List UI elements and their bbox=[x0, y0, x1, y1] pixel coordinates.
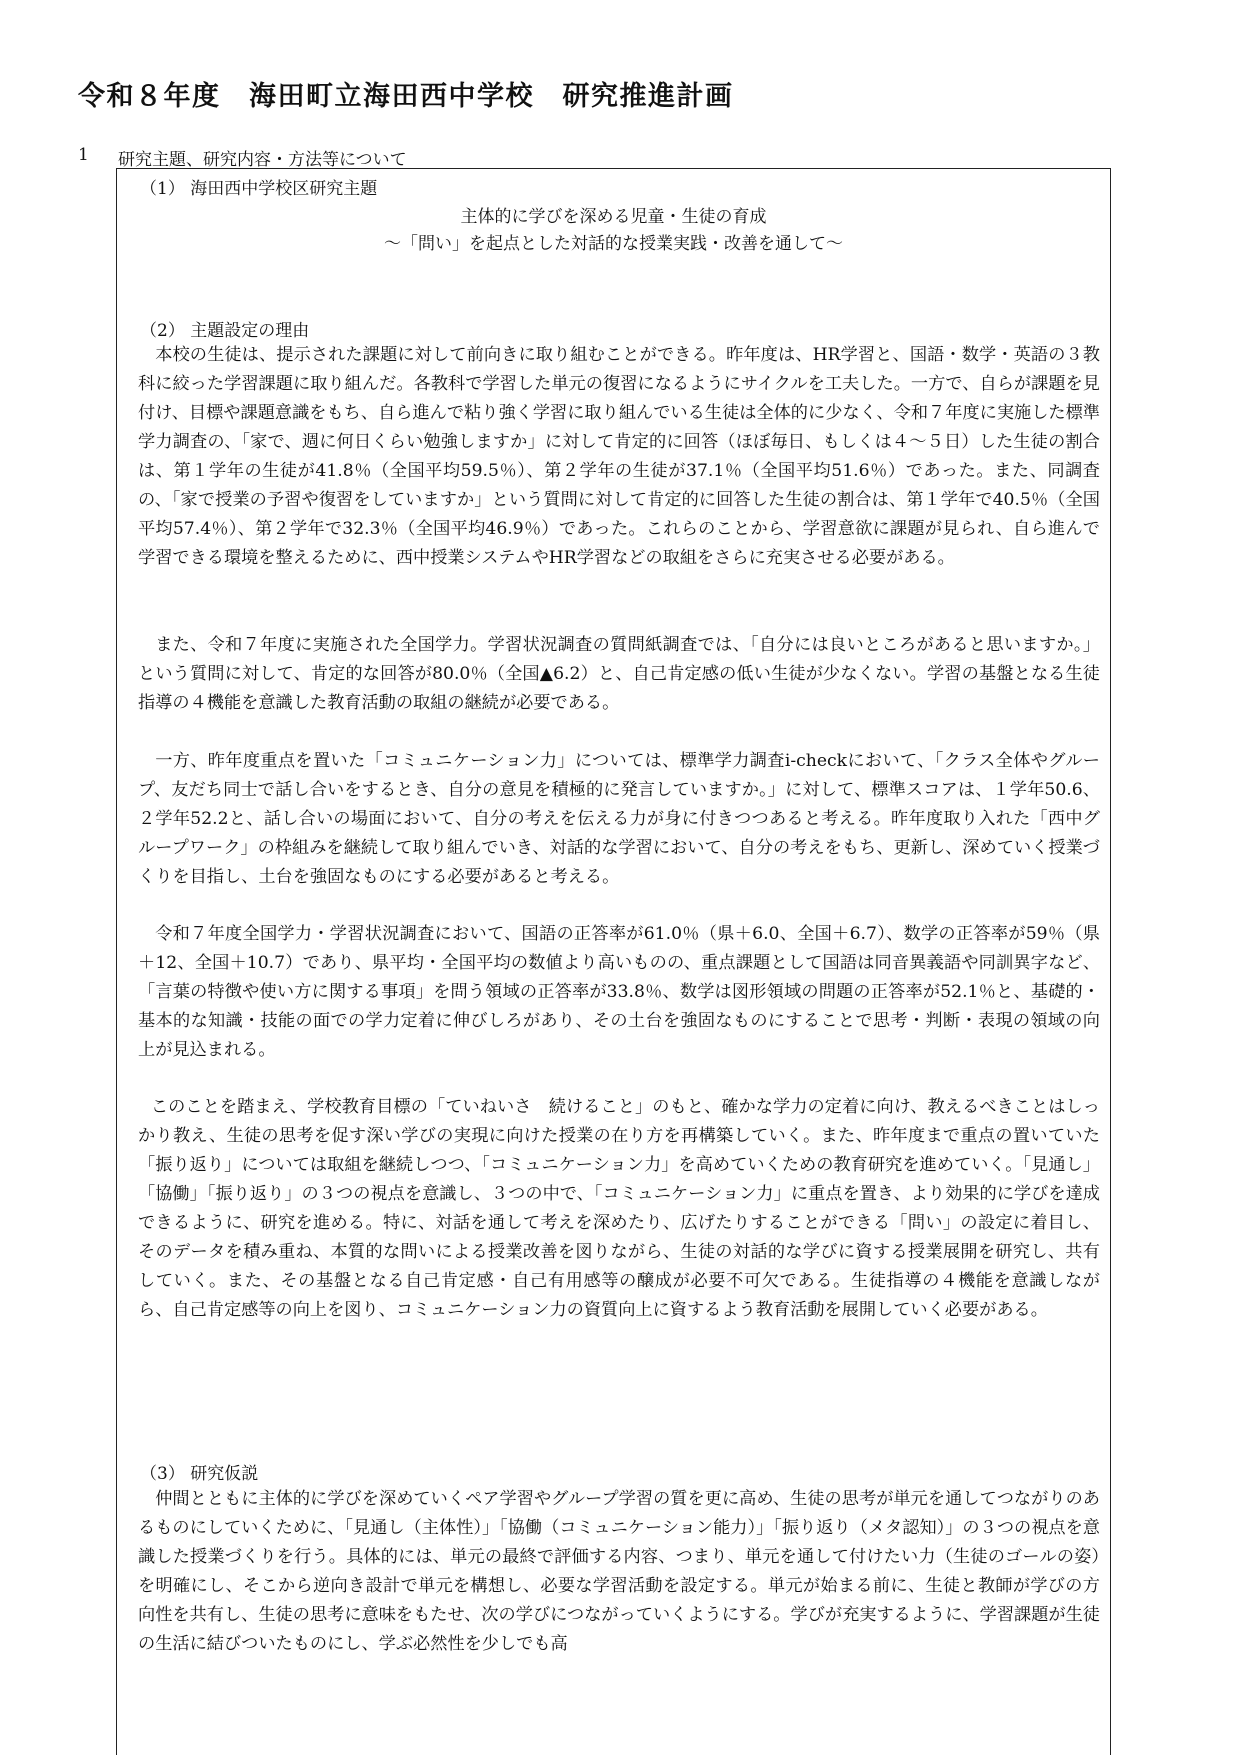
subsection-1-heading: （1） 海田西中学校区研究主題 bbox=[140, 179, 378, 199]
reason-paragraph-1: 本校の生徒は、提示された課題に対して前向きに取り組むことができる。昨年度は、HR学習と、国語・数学・英語の３教科に絞った学習課題に取り組んだ。各教科で学習した単元の復習になるようにサイクルを工夫した。一方で、自らが課題を見付け、目標や課題意識をもち、自ら進んで粘り強く学習に取り組んでいる生徒は全体的に少なく、令和７年度に実施した標準学力調査の、「家で、週に何日くらい勉強しますか」に対して肯定的に回答（ほぼ毎日、もしくは４～５日）した生徒の割合は、第１学年の生徒が41.8％（全国平均59.5％）、第２学年の生徒が37.1％（全国平均51.6％）であった。また、同調査の、「家で授業の予習や復習をしていますか」という質問に対して肯定的に回答した生徒の割合は、第１学年で40.5％（全国平均57.4％）、第２学年で32.3％（全国平均46.9％）であった。これらのことから、学習意欲に課題が見られ、自ら進んで学習できる環境を整えるために、西中授業システムやHR学習などの取組をさらに充実させる必要がある。 bbox=[138, 345, 1100, 568]
research-theme-main: 主体的に学びを深める児童・生徒の育成 bbox=[460, 207, 767, 227]
subsection-2-heading: （2） 主題設定の理由 bbox=[140, 321, 310, 341]
page-title: 令和８年度 海田町立海田西中学校 研究推進計画 bbox=[78, 81, 734, 112]
reason-paragraph-5: このことを踏まえ、学校教育目標の「ていねいさ 続けること」のもと、確かな学力の定着に向け、教えるべきことはしっかり教え、生徒の思考を促す深い学びの実現に向けた授業の在り方を再構築していく。また、昨年度まで重点の置いていた「振り返り」については取組を継続しつつ、「コミュニケーション力」を高めていくための教育研究を進めていく。「見通し」「協働」「振り返り」の３つの視点を意識し、３つの中で、「コミュニケーション力」に重点を置き、より効果的に学びを達成できるように、研究を進める。特に、対話を通して考えを深めたり、広げたりすることができる「問い」の設定に着目し、そのデータを積み重ね、本質的な問いによる授業改善を図りながら、生徒の対話的な学びに資する授業展開を研究し、共有していく。また、その基盤となる自己肯定感・自己有用感等の醸成が必要不可欠である。生徒指導の４機能を意識しながら、自己肯定感等の向上を図り、コミュニケーション力の資質向上に資するよう教育活動を展開していく必要がある。 bbox=[138, 1097, 1100, 1320]
hypothesis-paragraph-1: 仲間とともに主体的に学びを深めていくペア学習やグループ学習の質を更に高め、生徒の思考が単元を通してつながりのあるものにしていくために、「見通し（主体性）」「協働（コミュニケーション能力）」「振り返り（メタ認知）」の３つの視点を意識した授業づくりを行う。具体的には、単元の最終で評価する内容、つまり、単元を通して付けたい力（生徒のゴールの姿）を明確にし、そこから逆向き設計で単元を構想し、必要な学習活動を設定する。単元が始まる前に、生徒と教師が学びの方向性を共有し、生徒の思考に意味をもたせ、次の学びにつながっていくようにする。学びが充実するように、学習課題が生徒の生活に結びついたものにし、学ぶ必然性を少しでも高 bbox=[138, 1489, 1100, 1654]
reason-paragraph-3: 一方、昨年度重点を置いた「コミュニケーション力」については、標準学力調査i-checkにおいて、「クラス全体やグループ、友だち同士で話し合いをするとき、自分の意見を積極的に発言していますか。」に対して、標準スコアは、１学年50.6、２学年52.2と、話し合いの場面において、自分の考えを伝える力が身に付きつつあると考える。昨年度取り入れた「西中グループワーク」の枠組みを継続して取り組んでいき、対話的な学習において、自分の考えをもち、更新し、深めていく授業づくりを目指し、土台を強固なものにする必要があると考える。 bbox=[138, 751, 1100, 887]
research-theme-sub: ～「問い」を起点とした対話的な授業実践・改善を通して～ bbox=[384, 234, 843, 254]
section-heading: 研究主題、研究内容・方法等について bbox=[118, 150, 407, 170]
section-number: 1 bbox=[78, 145, 89, 165]
reason-paragraph-2: また、令和７年度に実施された全国学力。学習状況調査の質問紙調査では、「自分には良いところがあると思いますか。」という質問に対して、肯定的な回答が80.0％（全国▲6.2）と、自己肯定感の低い生徒が少なくない。学習の基盤となる生徒指導の４機能を意識した教育活動の取組の継続が必要である。 bbox=[138, 635, 1100, 713]
subsection-3-heading: （3） 研究仮説 bbox=[140, 1464, 259, 1484]
reason-paragraph-4: 令和７年度全国学力・学習状況調査において、国語の正答率が61.0％（県＋6.0、全国＋6.7）、数学の正答率が59％（県＋12、全国＋10.7）であり、県平均・全国平均の数値より高いものの、重点課題として国語は同音異義語や同訓異字など、「言葉の特徴や使い方に関する事項」を問う領域の正答率が33.8％、数学は図形領域の問題の正答率が52.1％と、基礎的・基本的な知識・技能の面での学力定着に伸びしろがあり、その土台を強固なものにすることで思考・判断・表現の領域の向上が見込まれる。 bbox=[138, 924, 1100, 1060]
